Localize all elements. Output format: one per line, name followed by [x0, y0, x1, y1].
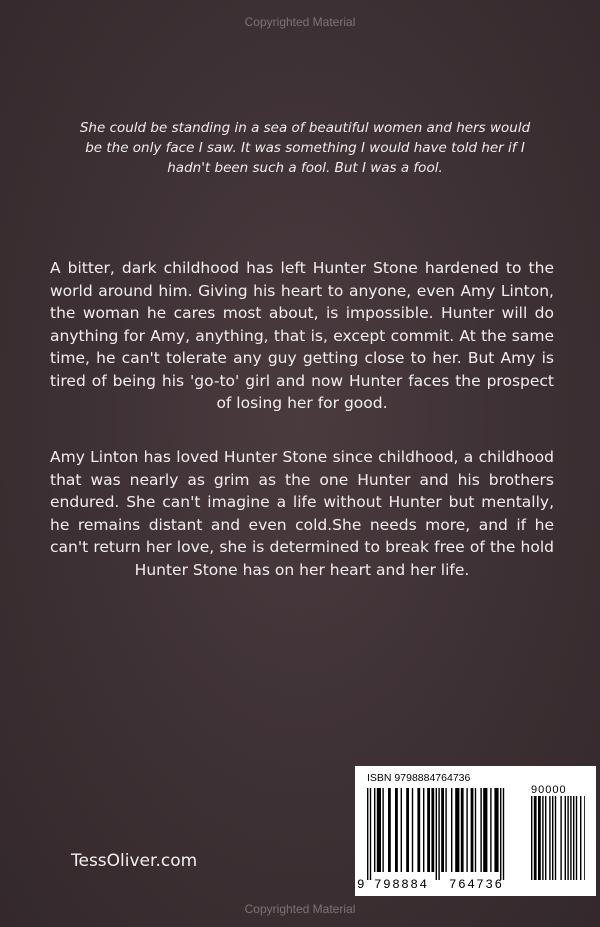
barcode-bar — [461, 788, 464, 872]
barcode-bar — [576, 796, 577, 880]
barcode-bar — [567, 796, 568, 880]
author-website: TessOliver.com — [71, 851, 198, 871]
barcode-bar — [555, 796, 556, 880]
barcode-addon-bars — [531, 796, 585, 880]
blurb-paragraph-2: Amy Linton has loved Hunter Stone since childhood, a childhood that was nearly as grim as the one Hunter and his brothers endured. She can't imagine a life without Hunter but mentally, he remains distant and even cold.She needs more, and if he can't return her love, she is determined to break free of the hold Hunter Stone has on her heart and her life. — [50, 448, 554, 579]
barcode-bar — [423, 788, 424, 872]
barcode-bar — [388, 788, 391, 872]
barcode-bar — [480, 788, 481, 872]
barcode-bar — [431, 788, 434, 872]
barcode-bar — [531, 796, 532, 880]
barcode-bar — [417, 788, 420, 872]
barcode-bar — [406, 788, 409, 872]
copyright-watermark-bottom: Copyrighted Material — [244, 902, 356, 916]
barcode-bar — [441, 788, 444, 872]
barcode-bar — [377, 788, 381, 872]
barcode-bar — [570, 796, 571, 880]
blurb-paragraph-1: A bitter, dark childhood has left Hunter Stone hardened to the world around him. Giving his heart to anyone, even Amy Linton, the woman he cares most about, is impossible. Hunter will do anything for Amy, anything, that is, except commit. At the same time, he can't tolerate any guy getting close to her. But Amy is tired of being his 'go-to' girl and now Hunter faces the prospect of losing her for good. — [50, 259, 554, 412]
barcode-bar — [545, 796, 546, 880]
barcode-bar — [438, 788, 439, 880]
copyright-watermark-top: Copyrighted Material — [244, 15, 356, 29]
barcode-main-bars — [367, 788, 519, 880]
cover-quote: She could be standing in a sea of beautiful women and hers would be the only face I saw. It was something I would have told her if I hadn't been such a fool. But I was a fool. — [79, 120, 531, 176]
barcode-bar — [395, 788, 398, 872]
barcode-bar — [584, 796, 585, 880]
isbn-barcode — [355, 766, 596, 896]
barcode-bar — [445, 788, 446, 872]
barcode-bar — [475, 788, 476, 872]
barcode-bar — [455, 788, 459, 872]
barcode-bar — [560, 796, 561, 880]
barcode-bar — [580, 796, 581, 880]
barcode-bar — [412, 788, 413, 872]
barcode-bar — [374, 788, 375, 872]
barcode-bar — [538, 796, 541, 880]
barcode-bar — [483, 788, 487, 872]
barcode-bar — [552, 796, 553, 880]
barcode-digits-group-1: 798884 — [374, 878, 429, 892]
barcode-bar — [542, 796, 543, 880]
barcode-bar — [370, 788, 371, 880]
barcode-bar — [500, 788, 501, 880]
barcode-bar — [427, 788, 430, 872]
barcode-price-code: 90000 — [531, 784, 567, 796]
barcode-digit-lead: 9 — [357, 878, 365, 892]
barcode-bar — [549, 796, 550, 880]
barcode-bar — [471, 788, 474, 872]
isbn-label: ISBN 9798884764736 — [367, 772, 471, 784]
barcode-bar — [451, 788, 452, 872]
barcode-bar — [565, 796, 566, 880]
barcode-bar — [367, 788, 368, 880]
barcode-bar — [490, 788, 491, 872]
barcode-bar — [436, 788, 437, 880]
barcode-bar — [503, 788, 504, 880]
barcode-bar — [573, 796, 574, 880]
barcode-digits-group-2: 764736 — [449, 878, 504, 892]
barcode-bar — [401, 788, 402, 872]
barcode-bar — [494, 788, 498, 872]
barcode-bar — [534, 796, 537, 880]
barcode-bar — [382, 788, 383, 872]
barcode-bar — [466, 788, 467, 872]
